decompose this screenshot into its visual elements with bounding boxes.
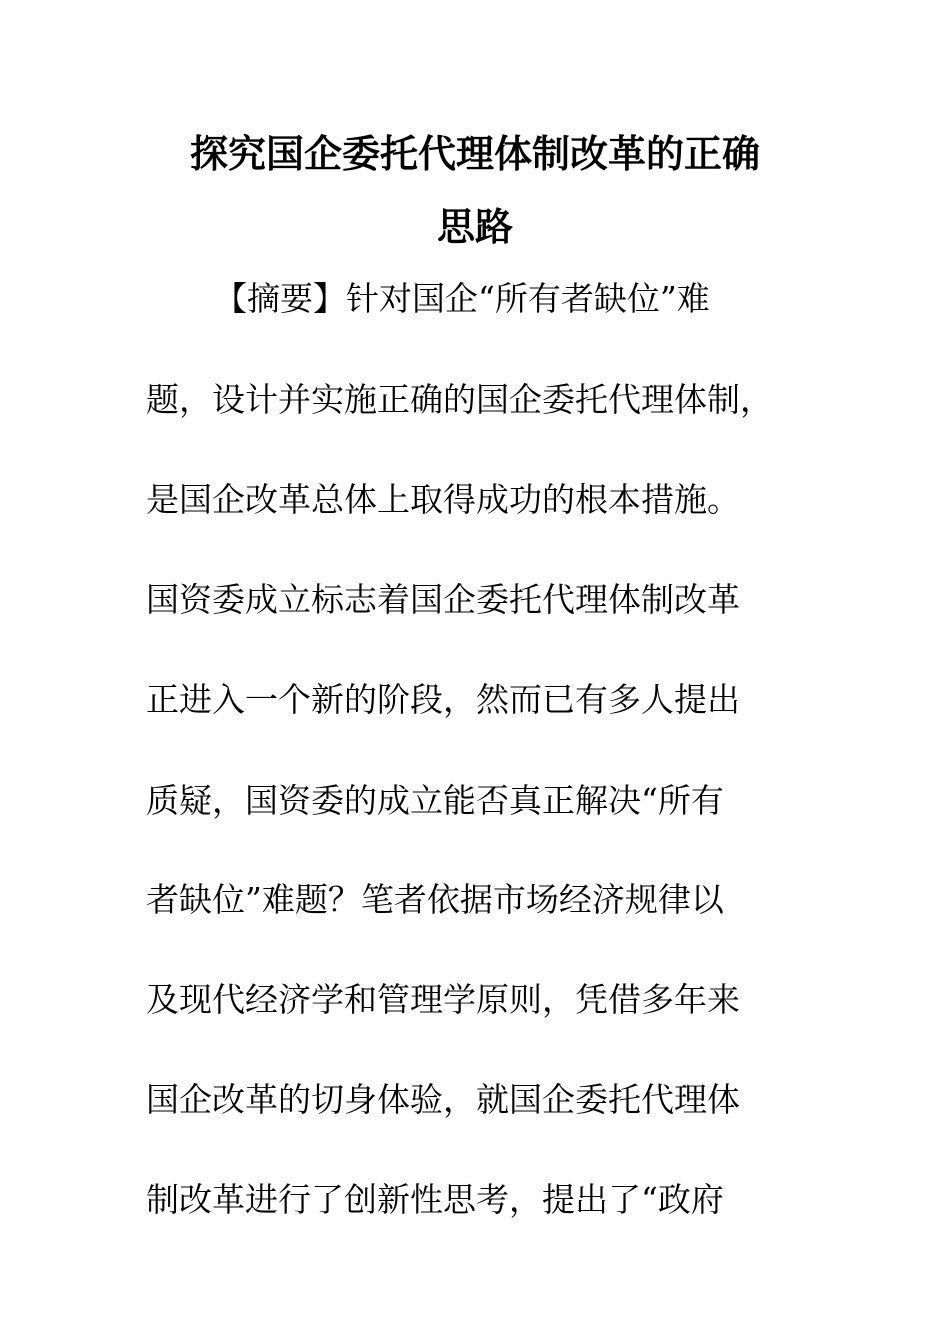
abstract-line-3: 是国企改革总体上取得成功的根本措施。 <box>146 480 740 519</box>
abstract-line-7: 者缺位”难题？笔者依据市场经济规律以 <box>146 880 724 919</box>
abstract-line-5: 正进入一个新的阶段，然而已有多人提出 <box>146 680 740 719</box>
abstract-line-6: 质疑，国资委的成立能否真正解决“所有 <box>146 781 724 820</box>
document-title-line-1: 探究国企委托代理体制改革的正确 <box>189 132 760 176</box>
abstract-line-9: 国企改革的切身体验，就国企委托代理体 <box>146 1080 740 1119</box>
abstract-line-2: 题，设计并实施正确的国企委托代理体制， <box>146 380 773 419</box>
abstract-line-1: 【摘要】针对国企“所有者缺位”难 <box>214 279 710 318</box>
abstract-line-8: 及现代经济学和管理学原则，凭借多年来 <box>146 980 740 1019</box>
document-title-line-2: 思路 <box>436 205 513 249</box>
abstract-line-10: 制改革进行了创新性思考，提出了“政府 <box>146 1180 724 1219</box>
abstract-line-4: 国资委成立标志着国企委托代理体制改革 <box>146 580 740 619</box>
